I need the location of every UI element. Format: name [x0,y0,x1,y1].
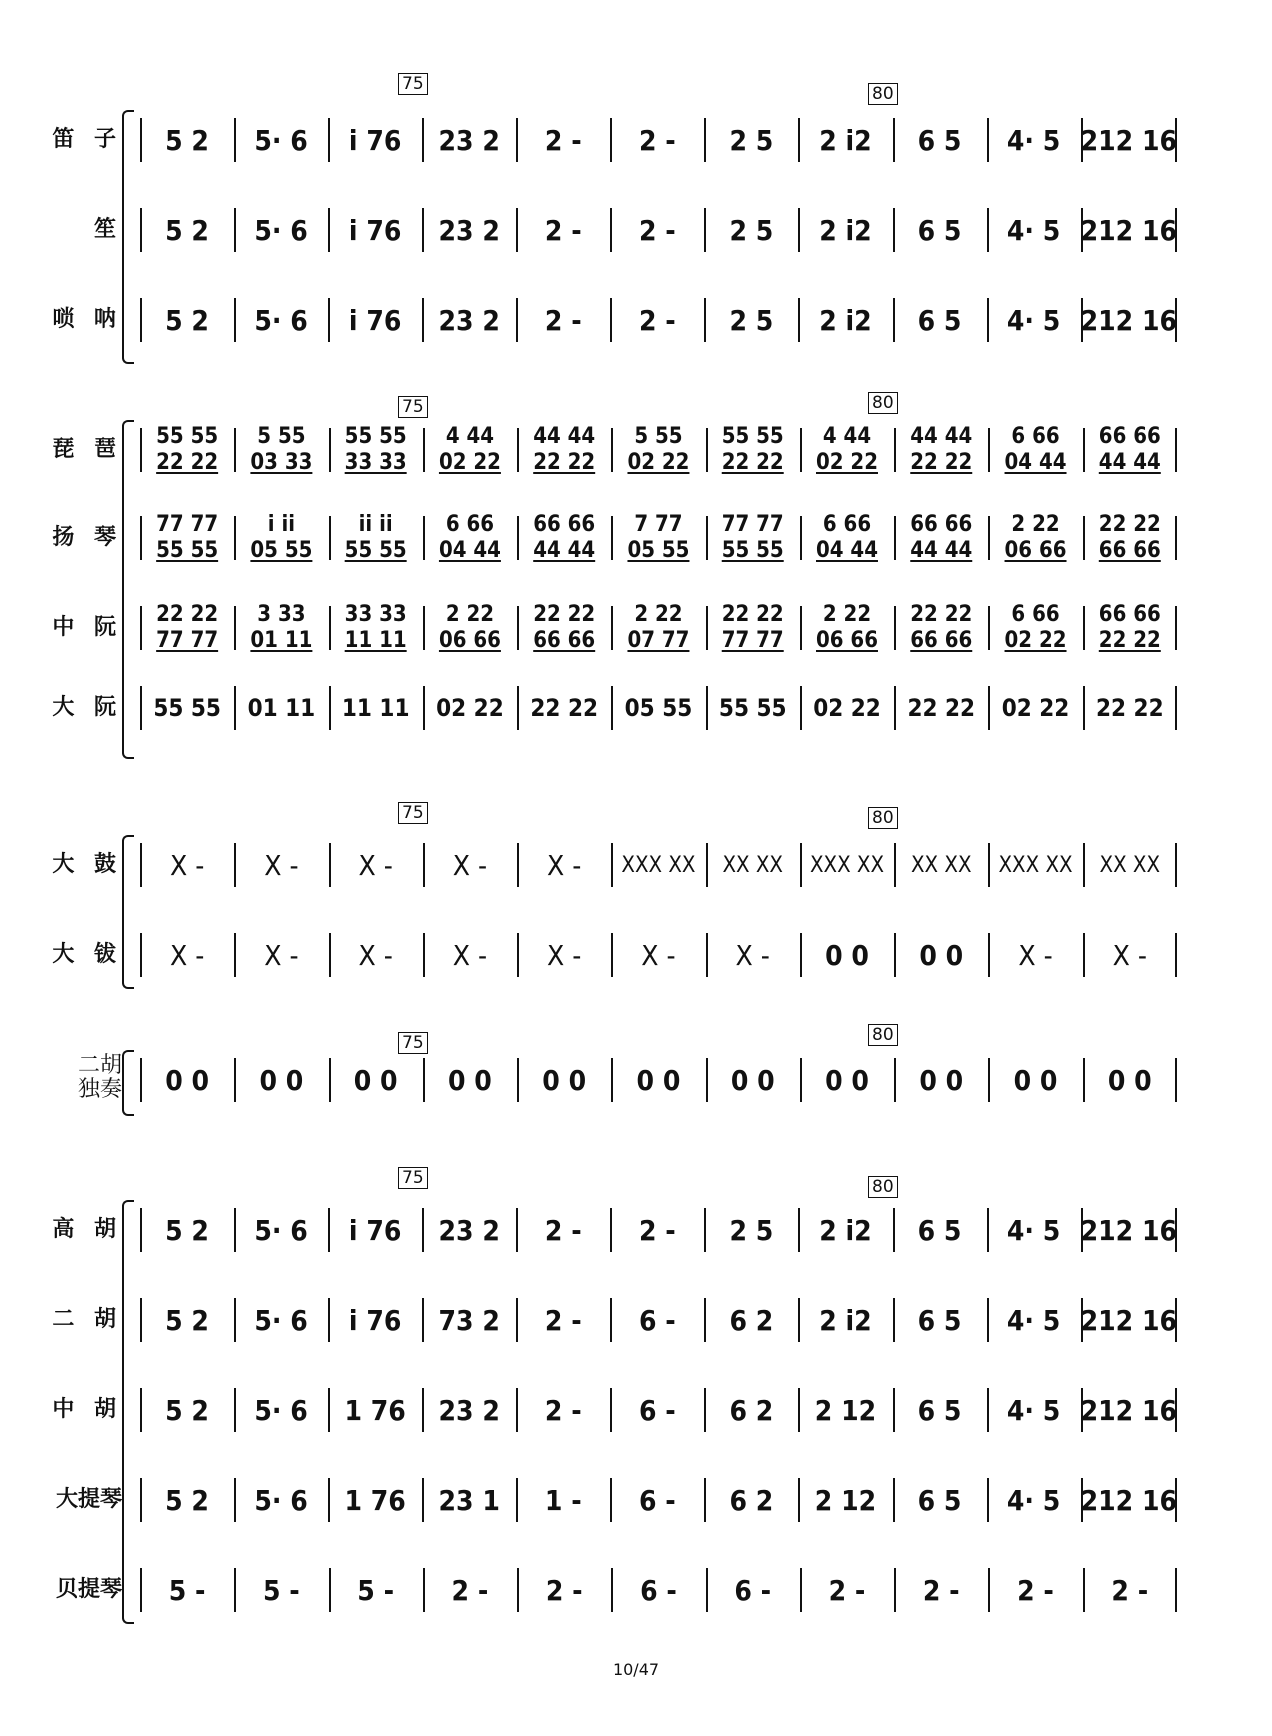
measure: 2 - [610,200,704,260]
measure: 2 12 [798,1470,892,1530]
measure: 5· 6 [234,290,328,350]
measure: 212 16 [1081,1470,1177,1530]
measure: 22 22 [894,678,988,738]
lower-voice: 02 22 [816,450,878,475]
measure: 2 - [894,1560,988,1620]
measure: 0 0 [329,1050,423,1110]
upper-voice: 2 22 [445,602,495,627]
measure: 6 - [706,1560,800,1620]
staff-pipa [0,420,1272,480]
measure: 4· 5 [987,1290,1081,1350]
measure: 6 5 [893,200,987,260]
instrument-label: 扬 琴 [52,525,122,550]
lower-voice: 55 55 [156,538,219,563]
staff-cello [0,1470,1272,1530]
measure: X - [706,925,800,985]
measure [234,598,328,658]
measure [423,420,517,480]
measure: 2 i2 [798,200,892,260]
upper-voice: 2 22 [1011,512,1060,537]
measures [140,1050,1177,1110]
lower-voice: 06 66 [816,628,878,653]
upper-voice: i ii [267,512,296,537]
measure: XXX XX [800,835,894,895]
measure: X - [140,835,234,895]
measure [517,508,611,568]
upper-voice: 77 77 [156,512,219,537]
upper-voice: 66 66 [910,512,973,537]
lower-voice: 07 77 [627,628,690,653]
measure: 23 2 [422,1200,516,1260]
staff-zhonghu [0,1380,1272,1440]
measure: 2 - [516,290,610,350]
lower-voice: 11 11 [344,628,407,653]
measure: 212 16 [1081,1200,1177,1260]
measures [140,508,1177,568]
measure [706,598,800,658]
measure: 5 - [140,1560,234,1620]
measure: 23 2 [422,200,516,260]
instrument-label: 笛 子 [52,127,122,152]
page-number: 10/47 [612,1660,660,1679]
lower-voice: 55 55 [344,538,407,563]
measure: 212 16 [1081,1380,1177,1440]
measure: X - [423,835,517,895]
upper-voice: 3 33 [257,602,306,627]
measure: 0 0 [234,1050,328,1110]
measure: i 76 [328,200,422,260]
measure: 23 1 [422,1470,516,1530]
lower-voice: 22 22 [1098,628,1161,653]
measure: 2 - [423,1560,517,1620]
upper-voice: 2 22 [634,602,683,627]
measure: 23 2 [422,110,516,170]
measure [611,598,705,658]
staff-dizi [0,110,1272,170]
measure [706,508,800,568]
measure: X - [140,925,234,985]
measure: 5 - [329,1560,423,1620]
instrument-label: 中 阮 [52,615,122,640]
lower-voice: 22 22 [156,450,219,475]
measures [140,110,1177,170]
instrument-label: 大 鼓 [52,852,122,877]
lower-voice: 44 44 [1098,450,1161,475]
measure: 23 2 [422,1380,516,1440]
upper-voice: 22 22 [156,602,219,627]
rehearsal-mark-80: 80 [868,1176,898,1198]
upper-voice: 55 55 [721,424,784,449]
measure [800,420,894,480]
measures [140,290,1177,350]
measure: 1 76 [328,1380,422,1440]
measure: X - [988,925,1082,985]
measure: 0 0 [611,1050,705,1110]
measure: 0 0 [800,1050,894,1110]
measure: 2 5 [704,110,798,170]
measure [423,598,517,658]
rehearsal-mark-80: 80 [868,807,898,829]
upper-voice: 77 77 [721,512,784,537]
measure: 212 16 [1081,1290,1177,1350]
lower-voice: 04 44 [438,538,501,563]
measure: 23 2 [422,290,516,350]
measure [1083,598,1177,658]
measure: 4· 5 [987,200,1081,260]
staff-sheng [0,200,1272,260]
upper-voice: 66 66 [1098,602,1161,627]
upper-voice: 33 33 [344,602,407,627]
measure [329,508,423,568]
measure: 6 5 [893,110,987,170]
upper-voice: 6 66 [445,512,495,537]
measures [140,420,1177,480]
measure: 212 16 [1081,110,1177,170]
measure: 6 - [610,1470,704,1530]
lower-voice: 02 22 [627,450,690,475]
measure: X - [611,925,705,985]
upper-voice: 66 66 [1098,424,1161,449]
lower-voice: 02 22 [438,450,501,475]
measure: 2 - [610,290,704,350]
measure: 5 2 [140,1380,234,1440]
measure: 5 2 [140,1290,234,1350]
measure: XXX XX [611,835,705,895]
measure: 4· 5 [987,1470,1081,1530]
measure [800,508,894,568]
upper-voice: 4 44 [445,424,495,449]
upper-voice: 44 44 [910,424,973,449]
measure: 0 0 [800,925,894,985]
lower-voice: 44 44 [910,538,973,563]
staff-suona [0,290,1272,350]
measure: 5 - [234,1560,328,1620]
measure: i 76 [328,290,422,350]
instrument-label: 贝提琴 [55,1577,122,1602]
measure: 0 0 [988,1050,1082,1110]
instrument-label [22,1054,122,1102]
measure: i 76 [328,110,422,170]
measure [140,420,234,480]
upper-voice: ii ii [358,512,393,537]
measure: 2 i2 [798,110,892,170]
measure: 6 2 [704,1290,798,1350]
measure: 212 16 [1081,200,1177,260]
measure: X - [1083,925,1177,985]
measure [988,598,1082,658]
measure: X - [234,835,328,895]
measure [611,508,705,568]
staff-dagu [0,835,1272,895]
staff-gaohu [0,1200,1272,1260]
measure: 2 - [610,1200,704,1260]
lower-voice: 02 22 [1004,628,1067,653]
staff-zhongruan [0,598,1272,658]
measure: 0 0 [140,1050,234,1110]
lower-voice: 01 11 [250,628,313,653]
measures [140,1290,1177,1350]
rehearsal-mark-75: 75 [398,1032,428,1054]
measure: 2 - [610,110,704,170]
instrument-label: 琵 琶 [52,437,122,462]
staff-erhu-solo [0,1050,1272,1110]
measures [140,598,1177,658]
measure: 6 5 [893,1200,987,1260]
measure: i 76 [328,1290,422,1350]
instrument-label-line1: 二胡 [77,1053,122,1078]
measure: XX XX [706,835,800,895]
measure [140,508,234,568]
measure: 2 - [516,110,610,170]
measure: 0 0 [1083,1050,1177,1110]
measure: 5· 6 [234,110,328,170]
measure: 22 22 [1083,678,1177,738]
measure: 05 55 [611,678,705,738]
measure: i 76 [328,1200,422,1260]
instrument-label: 中 胡 [52,1397,122,1422]
upper-voice: 5 55 [257,424,306,449]
measure [894,508,988,568]
measure: 11 11 [329,678,423,738]
measure: 4· 5 [987,1200,1081,1260]
staff-dabo [0,925,1272,985]
measure: 2 5 [704,200,798,260]
upper-voice: 22 22 [910,602,973,627]
upper-voice: 22 22 [1098,512,1161,537]
instrument-label: 大提琴 [55,1487,122,1512]
measure: 5 2 [140,200,234,260]
lower-voice: 66 66 [1098,538,1161,563]
measure: 5· 6 [234,1380,328,1440]
upper-voice: 66 66 [533,512,596,537]
rehearsal-mark-80: 80 [868,83,898,105]
measure: 2 - [1083,1560,1177,1620]
upper-voice: 6 66 [1011,424,1060,449]
measure: 2 - [516,1380,610,1440]
measures [140,1470,1177,1530]
measures [140,1380,1177,1440]
measure: 0 0 [706,1050,800,1110]
measure: 6 - [610,1380,704,1440]
lower-voice: 03 33 [250,450,313,475]
lower-voice: 77 77 [721,628,784,653]
measure: 6 - [611,1560,705,1620]
lower-voice: 77 77 [156,628,219,653]
measure: X - [329,835,423,895]
lower-voice: 55 55 [721,538,784,563]
upper-voice: 5 55 [634,424,683,449]
upper-voice: 6 66 [1011,602,1060,627]
measure: 5 2 [140,1200,234,1260]
measure: 5· 6 [234,1470,328,1530]
measure: 0 0 [894,925,988,985]
measure: 55 55 [706,678,800,738]
measure: 2 - [516,1200,610,1260]
measure: 2 - [800,1560,894,1620]
measure [894,420,988,480]
measure [706,420,800,480]
measure: 1 - [516,1470,610,1530]
measure: 212 16 [1081,290,1177,350]
rehearsal-mark-75: 75 [398,802,428,824]
instrument-label: 大 阮 [52,695,122,720]
staff-bass [0,1560,1272,1620]
measure: 01 11 [234,678,328,738]
rehearsal-mark-80: 80 [868,392,898,414]
lower-voice: 04 44 [816,538,878,563]
rehearsal-mark-75: 75 [398,1167,428,1189]
instrument-label-line2: 独奏 [77,1077,122,1102]
lower-voice: 06 66 [1004,538,1067,563]
instrument-label: 高 胡 [52,1217,122,1242]
measure: 6 5 [893,290,987,350]
upper-voice: 7 77 [634,512,683,537]
measure: 6 - [610,1290,704,1350]
measures [140,1200,1177,1260]
measure [611,420,705,480]
measures [140,200,1177,260]
measure: X - [517,925,611,985]
rehearsal-mark-75: 75 [398,73,428,95]
measure: 4· 5 [987,110,1081,170]
lower-voice: 05 55 [250,538,313,563]
measure: 5 2 [140,1470,234,1530]
measure [517,598,611,658]
measure: 6 2 [704,1380,798,1440]
measure: 0 0 [894,1050,988,1110]
rehearsal-mark-80: 80 [868,1024,898,1046]
upper-voice: 55 55 [156,424,219,449]
staff-erhu [0,1290,1272,1350]
measure: 2 i2 [798,290,892,350]
lower-voice: 22 22 [533,450,596,475]
measures [140,1560,1177,1620]
measure: 1 76 [328,1470,422,1530]
lower-voice: 33 33 [344,450,407,475]
measure [1083,420,1177,480]
measures [140,678,1177,738]
measure [234,508,328,568]
measure [517,420,611,480]
staff-yangqin [0,508,1272,568]
measure: 6 5 [893,1470,987,1530]
upper-voice: 22 22 [721,602,784,627]
measure: 22 22 [517,678,611,738]
lower-voice: 05 55 [627,538,690,563]
lower-voice: 06 66 [438,628,501,653]
measure: 2 5 [704,1200,798,1260]
upper-voice: 4 44 [822,424,872,449]
measure: 55 55 [140,678,234,738]
measure: 5· 6 [234,1290,328,1350]
upper-voice: 22 22 [533,602,596,627]
measure: 02 22 [988,678,1082,738]
lower-voice: 66 66 [533,628,596,653]
measure: X - [517,835,611,895]
measure: 0 0 [517,1050,611,1110]
measure: 5· 6 [234,1200,328,1260]
measure: 2 i2 [798,1200,892,1260]
lower-voice: 66 66 [910,628,973,653]
lower-voice: 04 44 [1004,450,1067,475]
staff-daruan [0,678,1272,738]
measure: X - [329,925,423,985]
measure: 6 2 [704,1470,798,1530]
measure [894,598,988,658]
measure [988,508,1082,568]
lower-voice: 44 44 [533,538,596,563]
instrument-label: 笙 [93,217,122,242]
measure: 5 2 [140,110,234,170]
measure: 0 0 [423,1050,517,1110]
upper-voice: 55 55 [344,424,407,449]
measure: 2 - [517,1560,611,1620]
upper-voice: 6 66 [822,512,872,537]
measure: 2 - [516,200,610,260]
measure: 02 22 [800,678,894,738]
measure [423,508,517,568]
measure: 2 i2 [798,1290,892,1350]
measure [800,598,894,658]
measures [140,925,1177,985]
measure: 2 5 [704,290,798,350]
measure: XX XX [894,835,988,895]
measure: 02 22 [423,678,517,738]
measure [140,598,234,658]
measure: X - [423,925,517,985]
measure [329,598,423,658]
measure: XX XX [1083,835,1177,895]
measure [329,420,423,480]
lower-voice: 22 22 [721,450,784,475]
measure: 4· 5 [987,1380,1081,1440]
measure: XXX XX [988,835,1082,895]
measure: 2 - [988,1560,1082,1620]
upper-voice: 2 22 [822,602,872,627]
instrument-label: 二 胡 [52,1307,122,1332]
measure: 5 2 [140,290,234,350]
measure [988,420,1082,480]
measure: 2 - [516,1290,610,1350]
rehearsal-mark-75: 75 [398,396,428,418]
instrument-label: 唢 呐 [52,307,122,332]
measure: 2 12 [798,1380,892,1440]
measure [1083,508,1177,568]
measure: 73 2 [422,1290,516,1350]
measure [234,420,328,480]
measure: 6 5 [893,1290,987,1350]
measure: 5· 6 [234,200,328,260]
lower-voice: 22 22 [910,450,973,475]
instrument-label: 大 钹 [52,942,122,967]
measure: 6 5 [893,1380,987,1440]
measures [140,835,1177,895]
measure: X - [234,925,328,985]
measure: 4· 5 [987,290,1081,350]
upper-voice: 44 44 [533,424,596,449]
